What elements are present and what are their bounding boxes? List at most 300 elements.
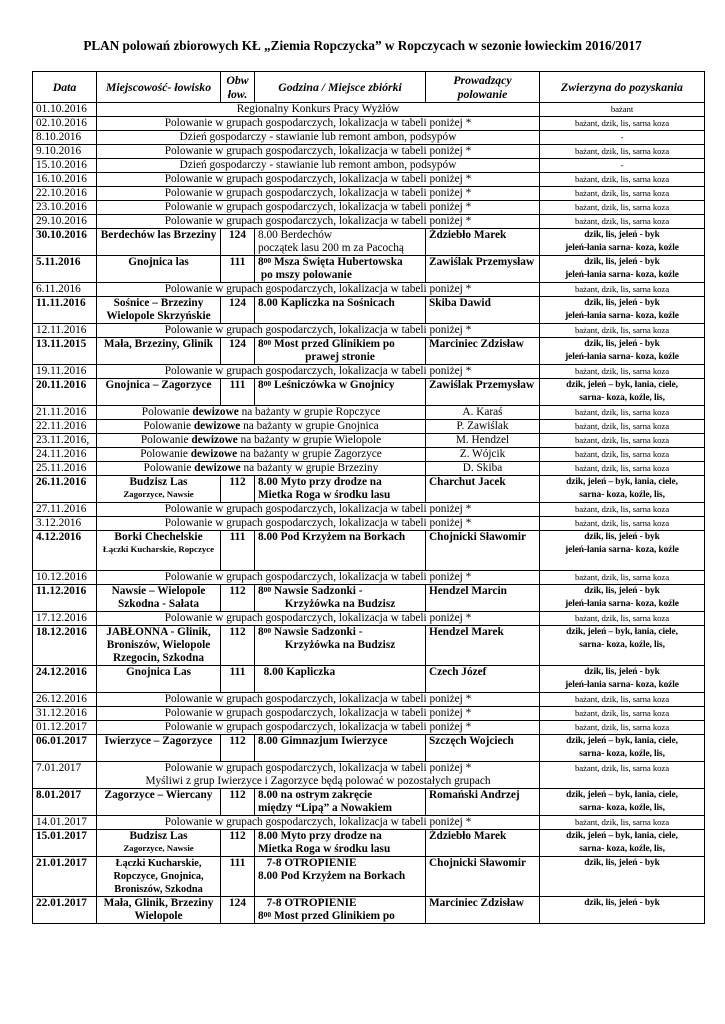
description-text-2: Myśliwi z grup Iwierzyce i Zagorzyce będą polować w pozostałych grupach xyxy=(145,775,491,787)
time-place-text-2: początek lasu 200 m za Pacochą xyxy=(258,242,404,254)
description-cell xyxy=(97,721,540,735)
time-place-text: 8.00 Berdechów xyxy=(258,229,333,241)
game-cell xyxy=(540,666,705,693)
table-row xyxy=(33,517,705,531)
time-place-line-2 xyxy=(258,242,422,255)
location-text: Budzisz Las xyxy=(129,476,188,488)
game-cell xyxy=(540,103,705,117)
table-row xyxy=(33,434,705,448)
description-cell xyxy=(97,324,540,338)
location-cell xyxy=(97,830,221,857)
game-line: dzik, lis, jeleń - byk xyxy=(584,298,660,308)
description-bold: dewizowe xyxy=(193,420,241,432)
page-title: PLAN polowań zbiorowych KŁ „Ziemia Ropczycka” w Ropczycach w sezonie łowieckim 2016/2017 xyxy=(83,38,642,53)
game-line: dzik, lis, jeleń - byk xyxy=(584,257,660,267)
time-place-cell xyxy=(255,735,426,762)
table-row xyxy=(33,897,705,924)
time-place-cell xyxy=(255,229,426,256)
time-place-text: Msza Święta Hubertowska xyxy=(273,256,403,268)
location-cell xyxy=(97,626,221,666)
date-cell: 22.10.2016 xyxy=(33,187,97,201)
area-cell: 112 xyxy=(221,626,255,666)
time-place-text-2: po mszy polowanie xyxy=(258,269,352,281)
game-cell xyxy=(540,476,705,503)
time-place-text: 8.00 Kapliczka na Sośnicach xyxy=(258,297,395,309)
location-text: Gnojnica Las xyxy=(126,666,191,678)
time-place-line xyxy=(258,666,422,679)
leader-cell: Hendzel Marcin xyxy=(426,585,540,612)
table-row xyxy=(33,215,705,229)
hour-prefix: 8 xyxy=(258,585,264,597)
time-place-line-2 xyxy=(258,870,422,883)
description-cell xyxy=(97,131,540,145)
game-cell xyxy=(540,517,705,531)
game-cell xyxy=(540,379,705,406)
description-cell xyxy=(97,420,426,434)
game-cell xyxy=(540,187,705,201)
date-cell: 10.12.2016 xyxy=(33,571,97,585)
game-cell xyxy=(540,201,705,215)
date-cell: 16.10.2016 xyxy=(33,173,97,187)
date-cell: 8.10.2016 xyxy=(33,131,97,145)
game-cell xyxy=(540,117,705,131)
date-cell: 17.12.2016 xyxy=(33,612,97,626)
description-text: Polowanie w grupach gospodarczych, lokalizacja w tabeli poniżej * xyxy=(164,283,472,295)
game-line: bażant, dzik, lis, sarna koza xyxy=(574,366,670,376)
location-cell xyxy=(97,229,221,256)
leader-cell: Skiba Dawid xyxy=(426,297,540,324)
description-cell xyxy=(97,406,426,420)
game-line: bażant, dzik, lis, sarna koza xyxy=(574,435,670,445)
area-cell: 111 xyxy=(221,531,255,571)
area-cell: 111 xyxy=(221,256,255,283)
table-row xyxy=(33,462,705,476)
hour-minutes: 00 xyxy=(263,256,272,265)
location-text: Mała, Glinik, Brzeziny Wielopole xyxy=(103,897,214,922)
area-cell: 112 xyxy=(221,789,255,816)
game-line: sarna- koza, koźle, lis, xyxy=(579,803,665,813)
leader-cell: Chojnicki Sławomir xyxy=(426,857,540,897)
location-cell xyxy=(97,585,221,612)
date-cell: 19.11.2016 xyxy=(33,365,97,379)
game-cell xyxy=(540,256,705,283)
description-suffix: na bażanty w grupie Wielopole xyxy=(237,434,382,446)
table-row xyxy=(33,283,705,297)
header-area: Obw łow. xyxy=(221,72,255,103)
time-place-line-2 xyxy=(258,598,422,611)
game-line: bażant, dzik, lis, sarna koza xyxy=(574,694,670,704)
header-date: Data xyxy=(33,72,97,103)
description-text: Polowanie w grupach gospodarczych, lokalizacja w tabeli poniżej * xyxy=(164,324,472,336)
description-cell xyxy=(97,159,540,173)
time-place-line xyxy=(258,476,422,489)
game-line: dzik, jeleń – byk, łania, ciele, xyxy=(566,627,678,637)
header-location: Miejscowość- łowisko xyxy=(97,72,221,103)
game-line: bażant, dzik, lis, sarna koza xyxy=(574,504,670,514)
game-line: bażant, dzik, lis, sarna koza xyxy=(574,284,670,294)
game-cell xyxy=(540,324,705,338)
leader-cell: D. Skiba xyxy=(426,462,540,476)
leader-cell: M. Hendzel xyxy=(426,434,540,448)
date-cell: 14.01.2017 xyxy=(33,816,97,830)
description-cell xyxy=(97,201,540,215)
game-cell xyxy=(540,406,705,420)
area-cell: 111 xyxy=(221,379,255,406)
date-cell: 30.10.2016 xyxy=(33,229,97,256)
area-cell: 124 xyxy=(221,338,255,365)
time-place-text: 7-8 OTROPIENIE xyxy=(258,857,357,869)
date-cell: 6.11.2016 xyxy=(33,283,97,297)
description-text: Polowanie w grupach gospodarczych, lokalizacja w tabeli poniżej * xyxy=(164,201,472,213)
game-line: bażant, dzik, lis, sarna koza xyxy=(574,722,670,732)
time-place-text-2: prawej stronie xyxy=(305,351,375,363)
table-row xyxy=(33,297,705,324)
leader-cell: A. Karaś xyxy=(426,406,540,420)
game-line: bażant, dzik, lis, sarna koza xyxy=(574,407,670,417)
description-prefix: Polowanie xyxy=(140,434,192,446)
table-row xyxy=(33,503,705,517)
time-place-text: 8.00 Kapliczka xyxy=(258,666,336,678)
location-cell xyxy=(97,857,221,897)
date-cell: 01.12.2017 xyxy=(33,721,97,735)
date-cell: 22.01.2017 xyxy=(33,897,97,924)
description-cell xyxy=(97,365,540,379)
area-cell: 112 xyxy=(221,476,255,503)
game-line: jeleń-łania sarna- koza, koźle xyxy=(565,311,679,321)
table-row xyxy=(33,789,705,816)
table-row xyxy=(33,857,705,897)
date-cell: 02.10.2016 xyxy=(33,117,97,131)
leader-cell: Szczęch Wojciech xyxy=(426,735,540,762)
time-place-line-2 xyxy=(258,489,422,502)
date-cell: 27.11.2016 xyxy=(33,503,97,517)
date-cell: 25.11.2016 xyxy=(33,462,97,476)
table-row xyxy=(33,531,705,571)
game-cell xyxy=(540,420,705,434)
description-text: Polowanie w grupach gospodarczych, lokalizacja w tabeli poniżej * xyxy=(164,503,472,515)
game-line: bażant, dzik, lis, sarna koza xyxy=(574,118,670,128)
game-cell xyxy=(540,693,705,707)
description-text: Dzień gospodarczy - stawianie lub remont ambon, podsypów xyxy=(179,131,457,143)
hour-prefix: 8 xyxy=(258,256,264,268)
leader-cell: Ździebło Marek xyxy=(426,830,540,857)
time-place-line-2 xyxy=(258,639,422,652)
table-row xyxy=(33,693,705,707)
game-cell xyxy=(540,857,705,897)
game-cell xyxy=(540,145,705,159)
hour-minutes: 00 xyxy=(263,626,272,635)
game-line: dzik, lis, jeleń - byk xyxy=(584,339,660,349)
hour-minutes: 00 xyxy=(263,338,272,347)
table-row xyxy=(33,145,705,159)
area-cell: 124 xyxy=(221,297,255,324)
description-text: Polowanie w grupach gospodarczych, lokalizacja w tabeli poniżej * xyxy=(164,117,472,129)
description-cell xyxy=(97,103,540,117)
table-row xyxy=(33,131,705,145)
location-cell xyxy=(97,379,221,406)
area-cell: 112 xyxy=(221,830,255,857)
description-bold: dewizowe xyxy=(194,462,241,474)
area-cell: 111 xyxy=(221,857,255,897)
location-subtext: Zagorzyce, Nawsie xyxy=(123,489,194,499)
game-cell xyxy=(540,830,705,857)
game-line: bażant xyxy=(610,104,634,114)
time-place-line xyxy=(258,297,422,310)
date-cell: 26.12.2016 xyxy=(33,693,97,707)
time-place-text: Most przed Glinikiem po xyxy=(273,338,395,350)
location-cell xyxy=(97,297,221,324)
game-cell xyxy=(540,462,705,476)
date-cell: 8.01.2017 xyxy=(33,789,97,816)
location-text: JABŁONNA - Glinik, Broniszów, Wielopole Rzegocin, Szkodna xyxy=(106,626,211,664)
game-cell xyxy=(540,503,705,517)
description-bold: dewizowe xyxy=(192,406,239,418)
game-line: bażant, dzik, lis, sarna koza xyxy=(574,202,670,212)
time-place-text-2: Mietka Roga w środku lasu xyxy=(258,489,391,501)
game-line: sarna- koza, koźle, lis, xyxy=(579,490,665,500)
game-line: sarna- koza, koźle, lis, xyxy=(579,749,665,759)
game-cell xyxy=(540,173,705,187)
location-cell xyxy=(97,897,221,924)
date-cell: 20.11.2016 xyxy=(33,379,97,406)
location-subtext: Łączki Kucharskie, Ropczyce xyxy=(102,544,215,554)
date-cell: 26.11.2016 xyxy=(33,476,97,503)
description-text: Polowanie w grupach gospodarczych, lokalizacja w tabeli poniżej * xyxy=(164,612,472,624)
game-cell xyxy=(540,531,705,571)
time-place-cell xyxy=(255,338,426,365)
description-text: Polowanie w grupach gospodarczych, lokalizacja w tabeli poniżej * xyxy=(164,145,472,157)
description-cell xyxy=(97,816,540,830)
time-place-cell xyxy=(255,476,426,503)
game-line: bażant, dzik, lis, sarna koza xyxy=(574,708,670,718)
time-place-text: 8.00 Gimnazjum Iwierzyce xyxy=(258,735,388,747)
game-line: jeleń-łania sarna- koza, koźle xyxy=(565,243,679,253)
table-row xyxy=(33,735,705,762)
leader-cell: Romański Andrzej xyxy=(426,789,540,816)
time-place-text: 8.00 Myto przy drodze na xyxy=(258,476,382,488)
location-cell xyxy=(97,666,221,693)
game-line: - xyxy=(620,132,624,142)
leader-cell: Ździebło Marek xyxy=(426,229,540,256)
time-place-cell xyxy=(255,297,426,324)
game-line: dzik, jeleń – byk, łania, ciele, xyxy=(566,380,678,390)
game-line: dzik, jeleń – byk, łania, ciele, xyxy=(566,790,678,800)
hour-prefix: 8 xyxy=(258,338,264,350)
date-cell: 7.01.2017 xyxy=(33,762,97,789)
time-place-cell xyxy=(255,666,426,693)
area-cell: 124 xyxy=(221,229,255,256)
time-place-line-2 xyxy=(258,910,422,923)
time-place-line xyxy=(258,897,422,910)
description-bold: dewizowe xyxy=(191,434,238,446)
description-text: Polowanie w grupach gospodarczych, lokalizacja w tabeli poniżej * xyxy=(164,721,472,733)
area-cell: 112 xyxy=(221,735,255,762)
game-line: jeleń-łania sarna- koza, koźle xyxy=(565,270,679,280)
table-row xyxy=(33,666,705,693)
description-cell xyxy=(97,215,540,229)
description-cell xyxy=(97,762,540,789)
description-cell xyxy=(97,187,540,201)
date-cell: 15.01.2017 xyxy=(33,830,97,857)
game-line: bażant, dzik, lis, sarna koza xyxy=(574,216,670,226)
location-text: Gnojnica – Zagorzyce xyxy=(105,379,212,391)
game-cell xyxy=(540,735,705,762)
hour-prefix: 8 xyxy=(258,910,264,922)
location-text: Budzisz Las xyxy=(129,830,188,842)
time-place-text: 8.00 Pod Krzyżem na Borkach xyxy=(258,531,406,543)
location-cell xyxy=(97,256,221,283)
time-place-line-2 xyxy=(258,843,422,856)
location-text: Borki Chechelskie xyxy=(114,531,203,543)
game-cell xyxy=(540,721,705,735)
description-cell xyxy=(97,283,540,297)
description-cell xyxy=(97,517,540,531)
description-suffix: na bażanty w grupie Brzeziny xyxy=(240,462,379,474)
game-line: dzik, jeleń – byk, łania, ciele, xyxy=(566,831,678,841)
hour-prefix: 8 xyxy=(258,626,264,638)
game-line: sarna- koza, koźle, lis, xyxy=(579,640,665,650)
game-line: bażant, dzik, lis, sarna koza xyxy=(574,188,670,198)
table-row xyxy=(33,406,705,420)
date-cell: 5.11.2016 xyxy=(33,256,97,283)
description-bold: dewizowe xyxy=(190,448,238,460)
game-line: bażant, dzik, lis, sarna koza xyxy=(574,572,670,582)
hour-minutes: 00 xyxy=(263,910,272,919)
game-line: dzik, lis, jeleń - byk xyxy=(584,230,660,240)
location-cell xyxy=(97,476,221,503)
time-place-text: 7-8 OTROPIENIE xyxy=(258,897,357,909)
description-text: Polowanie w grupach gospodarczych, lokalizacja w tabeli poniżej * xyxy=(164,816,472,828)
description-prefix: Polowanie xyxy=(143,420,194,432)
description-cell xyxy=(97,503,540,517)
location-cell xyxy=(97,531,221,571)
time-place-line xyxy=(258,626,422,639)
time-place-line xyxy=(258,789,422,802)
game-cell xyxy=(540,434,705,448)
game-line: bażant, dzik, lis, sarna koza xyxy=(574,763,670,773)
time-place-text-2: Most przed Glinikiem po xyxy=(273,910,395,922)
table-row xyxy=(33,612,705,626)
time-place-line-2 xyxy=(258,351,422,364)
table-row xyxy=(33,117,705,131)
description-cell xyxy=(97,612,540,626)
game-line: dzik, lis, jeleń - byk xyxy=(584,898,660,908)
time-place-text-2: Krzyżówka na Budzisz xyxy=(284,598,396,610)
table-row xyxy=(33,585,705,612)
description-suffix: na bażanty w grupie Ropczyce xyxy=(238,406,381,418)
location-cell xyxy=(97,338,221,365)
time-place-cell xyxy=(255,531,426,571)
hour-minutes: 00 xyxy=(263,379,272,388)
time-place-cell xyxy=(255,379,426,406)
time-place-cell xyxy=(255,789,426,816)
time-place-text: Leśniczówka w Gnojnicy xyxy=(273,379,395,391)
game-line: dzik, jeleń – byk, łania, ciele, xyxy=(566,477,678,487)
game-line: jeleń-łania sarna- koza, koźle xyxy=(565,352,679,362)
description-prefix: Polowanie xyxy=(141,406,193,418)
location-cell xyxy=(97,735,221,762)
hunting-plan-table xyxy=(32,71,705,924)
hour-minutes: 00 xyxy=(263,585,272,594)
time-place-line xyxy=(258,585,422,598)
table-row xyxy=(33,159,705,173)
date-cell: 24.12.2016 xyxy=(33,666,97,693)
location-text: Iwierzyce – Zagorzyce xyxy=(104,735,213,747)
area-cell: 112 xyxy=(221,585,255,612)
area-cell: 124 xyxy=(221,897,255,924)
game-cell xyxy=(540,707,705,721)
time-place-line xyxy=(258,229,422,242)
description-cell xyxy=(97,707,540,721)
time-place-text-2: między “Lipą” a Nowakiem xyxy=(258,802,392,814)
description-text: Polowanie w grupach gospodarczych, lokalizacja w tabeli poniżej * xyxy=(164,215,472,227)
game-cell xyxy=(540,448,705,462)
table-row xyxy=(33,379,705,406)
location-text: Zagorzyce – Wiercany xyxy=(104,789,213,801)
description-text: Polowanie w grupach gospodarczych, lokalizacja w tabeli poniżej * xyxy=(164,187,472,199)
table-row xyxy=(33,626,705,666)
location-text: Mała, Brzeziny, Glinik xyxy=(103,338,214,350)
description-text: Polowanie w grupach gospodarczych, lokalizacja w tabeli poniżej * xyxy=(164,173,472,185)
time-place-cell xyxy=(255,256,426,283)
description-text: Regionalny Konkurs Pracy Wyżłów xyxy=(236,103,400,115)
game-line: jeleń-łania sarna- koza, koźle xyxy=(565,545,679,555)
table-body xyxy=(33,103,705,924)
description-cell xyxy=(97,693,540,707)
location-cell xyxy=(97,789,221,816)
location-text: Berdechów las Brzeziny xyxy=(100,229,217,241)
game-line: bażant, dzik, lis, sarna koza xyxy=(574,146,670,156)
table-row xyxy=(33,721,705,735)
date-cell: 31.12.2016 xyxy=(33,707,97,721)
game-line: sarna- koza, koźle, lis, xyxy=(579,393,665,403)
date-cell: 13.11.2015 xyxy=(33,338,97,365)
description-prefix: Polowanie xyxy=(143,462,195,474)
table-row xyxy=(33,762,705,789)
leader-cell: Marciniec Zdzisław xyxy=(426,897,540,924)
table-row xyxy=(33,707,705,721)
time-place-line xyxy=(258,735,422,748)
game-cell xyxy=(540,585,705,612)
table-row xyxy=(33,420,705,434)
description-text: Polowanie w grupach gospodarczych, lokalizacja w tabeli poniżej * xyxy=(164,571,472,583)
game-cell xyxy=(540,571,705,585)
time-place-text-2: 8.00 Pod Krzyżem na Borkach xyxy=(258,870,406,882)
game-line: jeleń-łania sarna- koza, koźle xyxy=(565,599,679,609)
description-cell xyxy=(97,571,540,585)
date-cell: 11.12.2016 xyxy=(33,585,97,612)
table-row xyxy=(33,365,705,379)
table-row xyxy=(33,103,705,117)
game-cell xyxy=(540,229,705,256)
game-line: bażant, dzik, lis, sarna koza xyxy=(574,325,670,335)
game-cell xyxy=(540,626,705,666)
date-cell: 4.12.2016 xyxy=(33,531,97,571)
game-line: - xyxy=(620,160,624,170)
hour-prefix: 8 xyxy=(258,379,264,391)
description-suffix: na bażanty w grupie Zagorzyce xyxy=(237,448,382,460)
game-line: bażant, dzik, lis, sarna koza xyxy=(574,518,670,528)
time-place-cell xyxy=(255,897,426,924)
table-row xyxy=(33,187,705,201)
table-row xyxy=(33,476,705,503)
game-line: bażant, dzik, lis, sarna koza xyxy=(574,421,670,431)
description-cell xyxy=(97,117,540,131)
description-text: Polowanie w grupach gospodarczych, lokalizacja w tabeli poniżej * xyxy=(164,693,472,705)
game-line: bażant, dzik, lis, sarna koza xyxy=(574,449,670,459)
time-place-cell xyxy=(255,830,426,857)
game-line: sarna- koza, koźle, lis, xyxy=(579,844,665,854)
